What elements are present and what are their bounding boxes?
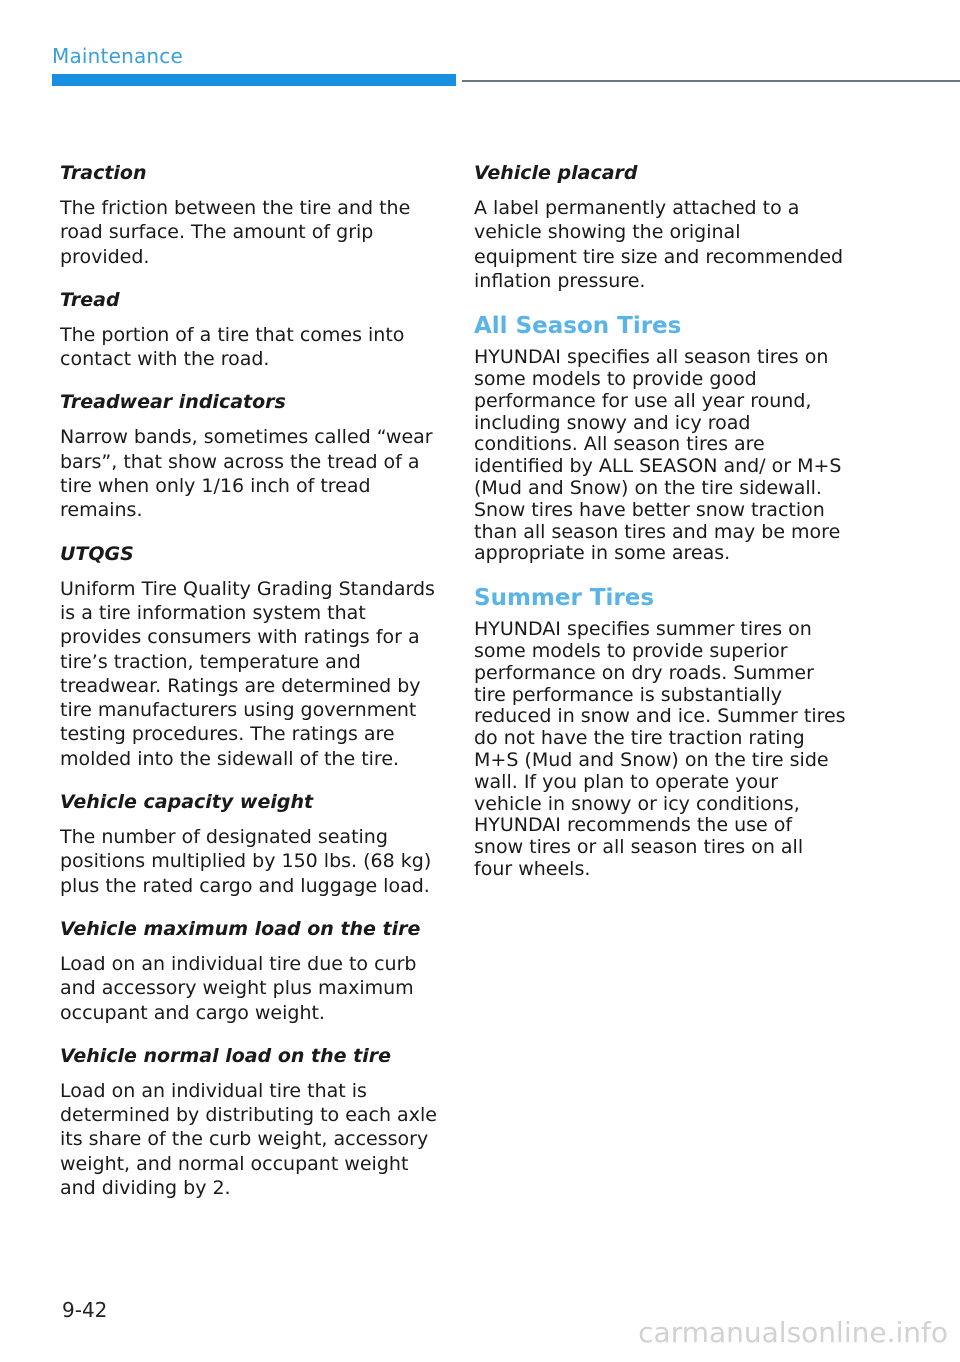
section-title: Maintenance — [52, 44, 183, 68]
header-accent-bar — [52, 74, 456, 86]
glossary-term: Vehicle maximum load on the tire — [60, 917, 421, 940]
all-season-tires-section — [474, 311, 846, 565]
glossary-entry — [60, 539, 440, 771]
glossary-entry — [60, 914, 440, 1025]
glossary-entry-vehicle-placard — [474, 158, 846, 293]
glossary-entry — [60, 387, 440, 522]
glossary-definition: Uniform Tire Quality Grading Standards is a tire information system that provides consumers with ratings for a tire’s traction, temperature and treadwear. Ratings are determined by tire manufacturers using government testing procedures. The ratings are molded into the sidewall of the tire. — [60, 577, 435, 770]
glossary-entry — [60, 1041, 440, 1200]
summer-tires-section — [474, 583, 846, 881]
glossary-term: Vehicle normal load on the tire — [60, 1044, 391, 1067]
glossary-term: Vehicle placard — [474, 162, 638, 184]
glossary-entry — [60, 787, 440, 898]
glossary-definition: Narrow bands, sometimes called “wear bars”, that show across the tread of a tire when only 1/16 inch of tread remains. — [60, 426, 433, 522]
all-season-body: HYUNDAI specifies all season tires on some models to provide good performance for use all year round, including snowy and icy road conditions. All season tires are identified by ALL SEASON and/ or M+S (Mud and Snow) on the tire sidewall. Snow tires have better snow traction than all season tires and may be more appropriate in some areas. — [474, 346, 842, 565]
glossary-term: Tread — [60, 288, 120, 311]
glossary-definition: The portion of a tire that comes into contact with the road. — [60, 323, 405, 371]
glossary-entry — [60, 158, 440, 269]
right-column — [474, 158, 846, 895]
glossary-term: UTQGS — [60, 542, 134, 565]
section-heading-summer: Summer Tires — [474, 585, 655, 612]
glossary-definition: A label permanently attached to a vehicle showing the original equipment tire size and recommended inflation pressure. — [474, 197, 844, 292]
summer-body: HYUNDAI specifies summer tires on some models to provide superior performance on dry roads. Summer tire performance is substantially reduced in snow and ice. Summer tires do not have the tire traction rating M+S (Mud and Snow) on the tire side wall. If you plan to operate your vehicle in snowy or icy conditions, HYUNDAI recommends the use of snow tires or all season tires on all four wheels. — [474, 618, 846, 880]
glossary-term: Traction — [60, 162, 147, 184]
glossary-definition: Load on an individual tire due to curb and accessory weight plus maximum occupant and cargo weight. — [60, 952, 417, 1024]
glossary-definition: Load on an individual tire that is determined by distributing to each axle its share of the curb weight, accessory weight, and normal occupant weight and dividing by 2. — [60, 1079, 437, 1200]
glossary-term: Vehicle capacity weight — [60, 791, 314, 814]
glossary-term: Treadwear indicators — [60, 391, 286, 414]
header-divider-line — [462, 80, 960, 82]
glossary-entry — [60, 285, 440, 372]
page-number: 9-42 — [62, 1298, 108, 1322]
left-column — [60, 158, 440, 1216]
section-heading-all-season: All Season Tires — [474, 313, 682, 340]
watermark: carmanualsonline.info — [638, 1316, 948, 1349]
glossary-definition: The number of designated seating positions multiplied by 150 lbs. (68 kg) plus the rated cargo and luggage load. — [60, 826, 432, 897]
glossary-definition: The friction between the tire and the road surface. The amount of grip provided. — [60, 197, 411, 268]
